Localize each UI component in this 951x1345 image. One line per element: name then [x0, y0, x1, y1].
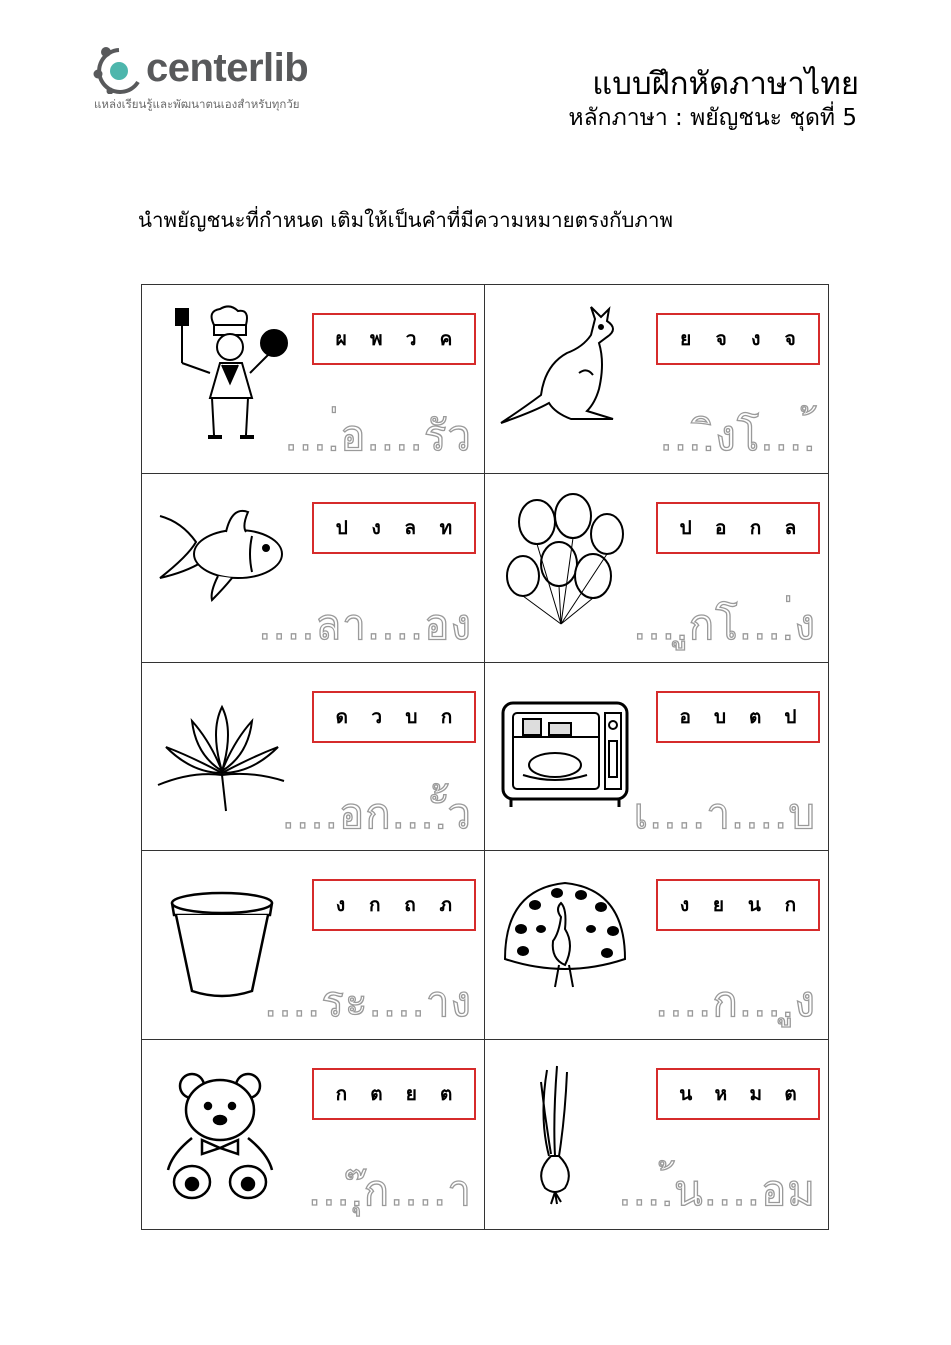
centerlib-logo: [92, 40, 352, 120]
letter-box: [656, 313, 820, 365]
tracing-word: เ....า....บ: [633, 788, 816, 838]
letter-choice: ป: [679, 516, 692, 539]
exercise-cell: [142, 285, 485, 474]
letter-choice: น: [679, 1083, 693, 1106]
exercise-cell: [485, 663, 828, 852]
letter-box: [656, 1068, 820, 1120]
letter-choice: จ: [715, 328, 727, 350]
letter-box: [656, 691, 820, 743]
worksheet-title: แบบฝึกหัดภาษาไทย: [592, 66, 859, 102]
tracing-word: ....ก....ูง: [654, 977, 816, 1027]
letter-choice: ง: [371, 516, 381, 539]
exercise-cell: [142, 851, 485, 1040]
exercise-cell: [142, 663, 485, 852]
letter-choice: ม: [749, 1083, 763, 1106]
letter-choice: ก: [335, 1083, 348, 1106]
letter-box: [312, 502, 476, 554]
letter-choice: บ: [405, 705, 418, 728]
tracing-word: ....ลา....อง: [258, 599, 472, 649]
letter-choice: ย: [712, 894, 725, 917]
molecule-logo-icon: [92, 44, 146, 94]
letter-choice: ต: [370, 1083, 383, 1106]
letter-choice: ง: [335, 894, 346, 917]
letter-choice: ก: [368, 894, 381, 917]
exercise-cell: [485, 285, 828, 474]
letter-choice: พ: [369, 328, 383, 350]
letter-choice: ล: [784, 516, 797, 539]
letter-choice: ล: [404, 516, 417, 539]
letter-choice: ต: [784, 1083, 797, 1106]
exercise-grid: [141, 284, 829, 1230]
tracing-word: ....่อ....รัว: [284, 411, 472, 460]
instruction-text: นำพยัญชนะที่กำหนด เติมให้เป็นคำที่มีความหมายตรงกับภาพ: [138, 208, 673, 232]
lotus-picture-icon: [152, 681, 292, 831]
peacock-picture-icon: [495, 869, 635, 1019]
letter-choice: ป: [784, 705, 797, 728]
letter-choice: ง: [679, 894, 690, 917]
letter-choice: ย: [405, 1083, 417, 1106]
letter-choice: ว: [405, 328, 417, 350]
balloons-picture-icon: [495, 492, 635, 642]
letter-box: [656, 502, 820, 554]
tracing-word: ....ูกโ....่ง: [633, 599, 816, 649]
letter-choice: อ: [679, 705, 691, 728]
letter-choice: ท: [439, 516, 453, 539]
letter-choice: ป: [335, 516, 348, 539]
letter-choice: ก: [440, 705, 453, 728]
tracing-word: ....ิงโ....้: [659, 411, 816, 460]
letter-choice: ค: [439, 328, 453, 350]
logo-tagline: แหล่งเรียนรู้และพัฒนาตนเองสำหรับทุกวัย: [94, 97, 300, 111]
logo-wordmark: centerlib: [146, 46, 309, 90]
tracing-word: ....ระ....าง: [263, 977, 472, 1027]
letter-box: [656, 879, 820, 931]
teddy-bear-picture-icon: [152, 1058, 292, 1208]
exercise-cell: [485, 1040, 828, 1229]
letter-choice: ก: [749, 516, 762, 539]
letter-choice: ว: [371, 705, 383, 728]
tracing-word: ....้น....อม: [618, 1166, 816, 1216]
letter-box: [312, 879, 476, 931]
letter-box: [312, 313, 476, 365]
letter-choice: จ: [784, 328, 796, 350]
letter-choice: ง: [751, 328, 761, 350]
letter-choice: ผ: [335, 328, 347, 350]
letter-choice: น: [747, 894, 761, 917]
oven-picture-icon: [495, 681, 635, 831]
letter-choice: ย: [680, 328, 692, 350]
letter-choice: ก: [784, 894, 797, 917]
letter-box: [312, 1068, 476, 1120]
letter-choice: ภ: [439, 894, 453, 917]
tracing-word: ....อก....ั้ว: [281, 788, 472, 838]
kangaroo-picture-icon: [495, 303, 635, 453]
letter-choice: บ: [713, 705, 726, 728]
letter-box: [312, 691, 476, 743]
letter-choice: ต: [749, 705, 762, 728]
chef-picture-icon: [152, 303, 292, 453]
exercise-cell: [142, 1040, 485, 1229]
letter-choice: ด: [335, 705, 349, 728]
tracing-word: ....ุ๊ก....า: [307, 1166, 472, 1216]
onion-picture-icon: [495, 1058, 635, 1208]
worksheet-subtitle: หลักภาษา : พยัญชนะ ชุดที่ 5: [568, 105, 857, 131]
letter-choice: ต: [440, 1083, 453, 1106]
exercise-cell: [485, 474, 828, 663]
letter-choice: ห: [714, 1083, 728, 1106]
letter-choice: ถ: [404, 894, 416, 917]
letter-choice: อ: [715, 516, 727, 539]
exercise-cell: [485, 851, 828, 1040]
exercise-cell: [142, 474, 485, 663]
